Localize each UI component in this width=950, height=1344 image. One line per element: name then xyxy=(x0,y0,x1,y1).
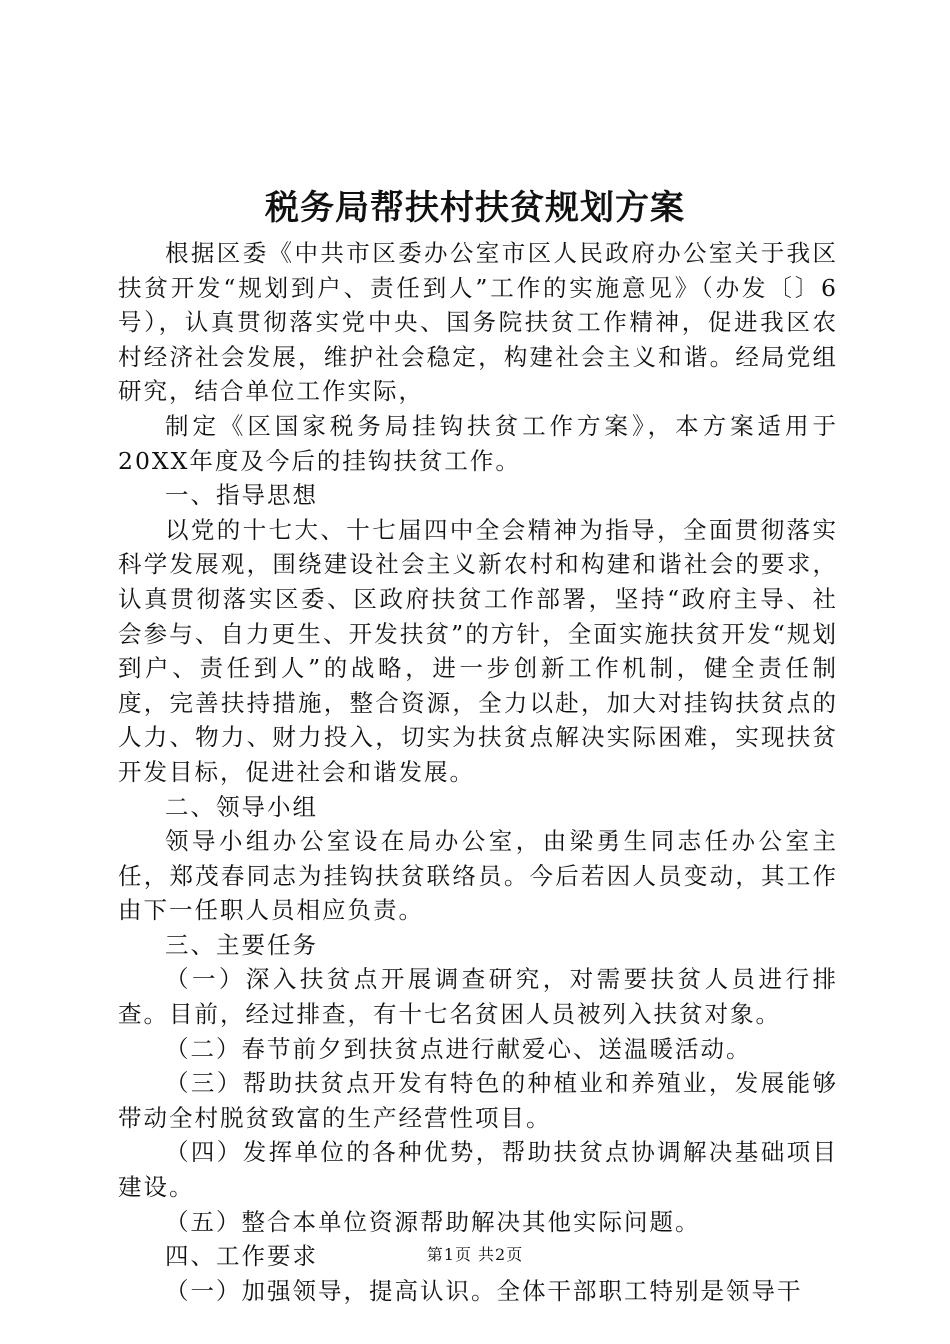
section-heading-guiding-thought: 一、指导思想 xyxy=(165,481,318,510)
document-title: 税务局帮扶村扶贫规划方案 xyxy=(265,188,685,228)
section-heading-leadership-group: 二、领导小组 xyxy=(165,792,318,821)
paragraph-intro: 根据区委《中共市区委办公室市区人民政府办公室关于我区扶贫开发“规划到户、责任到人”工作的实施意见》（办发〔〕6号），认真贯彻落实党中央、国务院扶贫工作精神，促进我区农村经济社会发展，维护社会稳定，构建社会主义和谐。经局党组研究，结合单位工作实际， xyxy=(118,239,838,406)
task-item-3: （三）帮助扶贫点开发有特色的种植业和养殖业，发展能够带动全村脱贫致富的生产经营性项目。 xyxy=(118,1069,838,1132)
task-item-4: （四）发挥单位的各种优势，帮助扶贫点协调解决基础项目建设。 xyxy=(118,1138,838,1202)
paragraph-scope: 制定《区国家税务局挂钩扶贫工作方案》，本方案适用于20XX年度及今后的挂钩扶贫工作。 xyxy=(118,411,838,475)
section-heading-main-tasks: 三、主要任务 xyxy=(165,930,318,959)
page-number-footer: 第1页 共2页 xyxy=(426,1245,524,1264)
document-body xyxy=(118,236,838,1308)
paragraph-leadership-group: 领导小组办公室设在局办公室，由梁勇生同志任办公室主任，郑茂春同志为挂钩扶贫联络员。今后若因人员变动，其工作由下一任职人员相应负责。 xyxy=(118,827,838,925)
task-item-2: （二）春节前夕到扶贫点进行献爱心、送温暖活动。 xyxy=(165,1034,752,1063)
section-heading-work-requirements: 四、工作要求 xyxy=(165,1242,318,1271)
paragraph-guiding-thought: 以党的十七大、十七届四中全会精神为指导，全面贯彻落实科学发展观，围绕建设社会主义新农村和构建和谐社会的要求，认真贯彻落实区委、区政府扶贫工作部署，坚持“政府主导、社会参与、自力更生、开发扶贫”的方针，全面实施扶贫开发“规划到户、责任到人”的战略，进一步创新工作机制，健全责任制度，完善扶持措施，整合资源，全力以赴，加大对挂钩扶贫点的人力、物力、财力投入，切实为扶贫点解决实际困难，实现扶贫开发目标，促进社会和谐发展。 xyxy=(118,515,838,786)
task-item-1: （一）深入扶贫点开展调查研究，对需要扶贫人员进行排查。目前，经过排查，有十七名贫困人员被列入扶贫对象。 xyxy=(118,965,838,1029)
requirement-item-1: （一）加强领导，提高认识。全体干部职工特别是领导干 xyxy=(165,1276,803,1305)
task-item-5: （五）整合本单位资源帮助解决其他实际问题。 xyxy=(165,1207,701,1236)
